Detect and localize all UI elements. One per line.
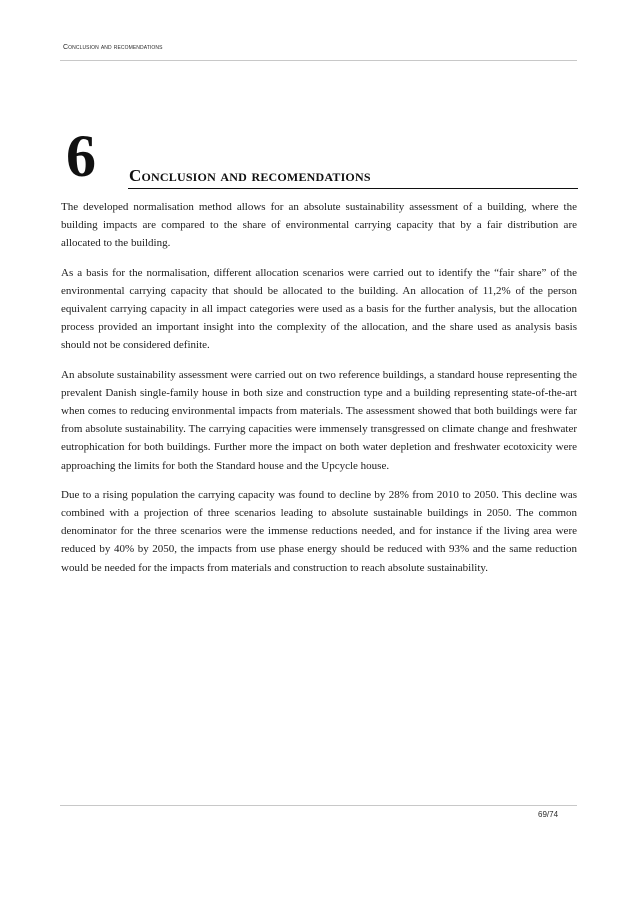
page-number: 69/74 <box>538 810 559 819</box>
header-divider <box>60 60 577 61</box>
paragraph-assessment-results: An absolute sustainability assessment were carried out on two reference buildings, a standard house representing the prevalent Danish single-family house in both size and construction type and a building representing state-of-the-art when comes to reducing environmental impacts from materials. The assessment showed that both buildings were far from absolute sustainability. The carrying capacities were immensely transgressed on climate change and freshwater eutrophication for both buildings. Further more the impact on both water depletion and freshwater ecotoxicity were approaching the limits for both the Standard house and the Upcycle house. <box>61 368 577 472</box>
chapter-heading <box>60 118 578 190</box>
footer-divider <box>60 805 577 806</box>
chapter-title-underline <box>128 188 578 189</box>
paragraph-normalisation-method: The developed normalisation method allows for an absolute sustainability assessment of a building, where the building impacts are compared to the share of environmental carrying capacity that by a fair distribution are allocated to the building. <box>61 201 577 250</box>
paragraph-allocation-scenarios: As a basis for the normalisation, different allocation scenarios were carried out to identify the “fair share” of the environmental carrying capacity that should be allocated to the building. An allocation of 11,2% of the person equivalent carrying capacity in all impact categories were used as a basis for the further analysis, but the allocation process provided an important insight into the complexity of the allocation, and the share used as analysis basis should not be considered definite. <box>61 266 577 352</box>
body-text <box>61 198 577 588</box>
chapter-title: Conclusion and recomendations <box>129 166 371 185</box>
chapter-number: 6 <box>66 123 96 189</box>
paragraph-future-projection: Due to a rising population the carrying capacity was found to decline by 28% from 2010 to 2050. This decline was combined with a projection of three scenarios leading to absolute sustainable buildings in 2050. The common denominator for the three scenarios were the immense reductions needed, and for instance if the living area were reduced by 40% by 2050, the impacts from use phase energy should be reduced with 93% and the same reduction would be needed for the impacts from materials and construction to reach absolute sustainability. <box>61 488 577 574</box>
running-header: Conclusion and recomendations <box>63 44 163 51</box>
